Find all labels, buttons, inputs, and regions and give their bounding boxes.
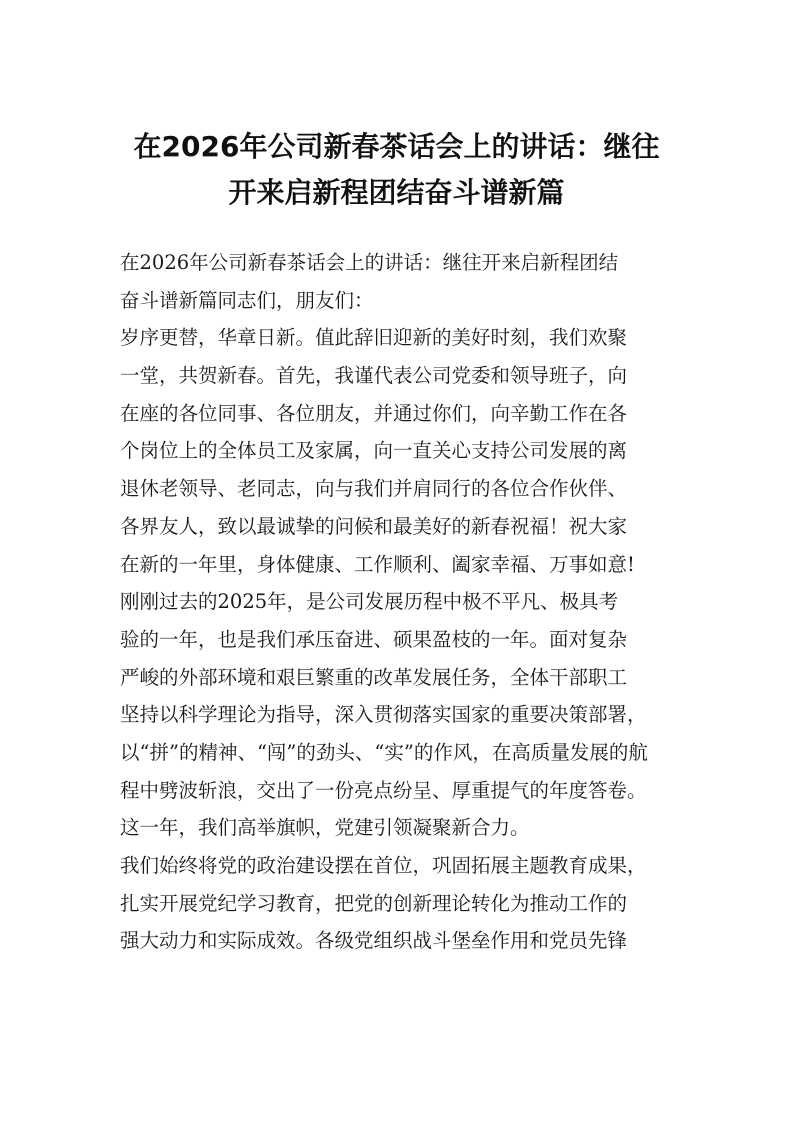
body-line: 这一年，我们高举旗帜，党建引领凝聚新合力。 xyxy=(120,816,530,840)
body-line: 一堂，共贺新春。首先，我谨代表公司党委和领导班子，向 xyxy=(120,364,628,388)
body-line: 刚刚过去的2025年，是公司发展历程中极不平凡、极具考 xyxy=(120,590,619,614)
body-line: 我们始终将党的政治建设摆在首位，巩固拓展主题教育成果， xyxy=(120,854,647,877)
body-line: 强大动力和实际成效。各级党组织战斗堡垒作用和党员先锋 xyxy=(120,929,628,953)
body-line: 在座的各位同事、各位朋友，并通过你们，向辛勤工作在各 xyxy=(120,401,628,425)
body-line: 坚持以科学理论为指导，深入贯彻落实国家的重要决策部署， xyxy=(120,703,647,727)
body-line: 严峻的外部环境和艰巨繁重的改革发展任务，全体干部职工 xyxy=(120,665,628,689)
document-title-line-1: 在2026年公司新春茶话会上的讲话：继往 xyxy=(133,130,660,163)
body-line: 扎实开展党纪学习教育，把党的创新理论转化为推动工作的 xyxy=(120,891,628,915)
body-line: 在新的一年里，身体健康、工作顺利、阖家幸福、万事如意! xyxy=(120,552,635,576)
body-line: 程中劈波斩浪，交出了一份亮点纷呈、厚重提气的年度答卷。 xyxy=(120,778,647,802)
body-line: 个岗位上的全体员工及家属，向一直关心支持公司发展的离 xyxy=(120,439,628,463)
body-line: 在2026年公司新春茶话会上的讲话：继往开来启新程团结 xyxy=(120,251,619,274)
body-line: 以“拼”的精神、“闯”的劲头、“实”的作风，在高质量发展的航 xyxy=(120,740,648,764)
document-body xyxy=(120,244,700,960)
body-line: 岁序更替，华章日新。值此辞旧迎新的美好时刻，我们欢聚 xyxy=(120,326,628,350)
body-line: 各界友人，致以最诚挚的问候和最美好的新春祝福！祝大家 xyxy=(120,514,628,538)
document-title-line-2: 开来启新程团结奋斗谱新篇 xyxy=(228,176,565,209)
body-line: 奋斗谱新篇同志们，朋友们： xyxy=(120,288,374,312)
body-line: 验的一年，也是我们承压奋进、硕果盈枝的一年。面对复杂 xyxy=(120,627,628,651)
body-line: 退休老领导、老同志，向与我们并肩同行的各位合作伙伴、 xyxy=(120,477,628,501)
